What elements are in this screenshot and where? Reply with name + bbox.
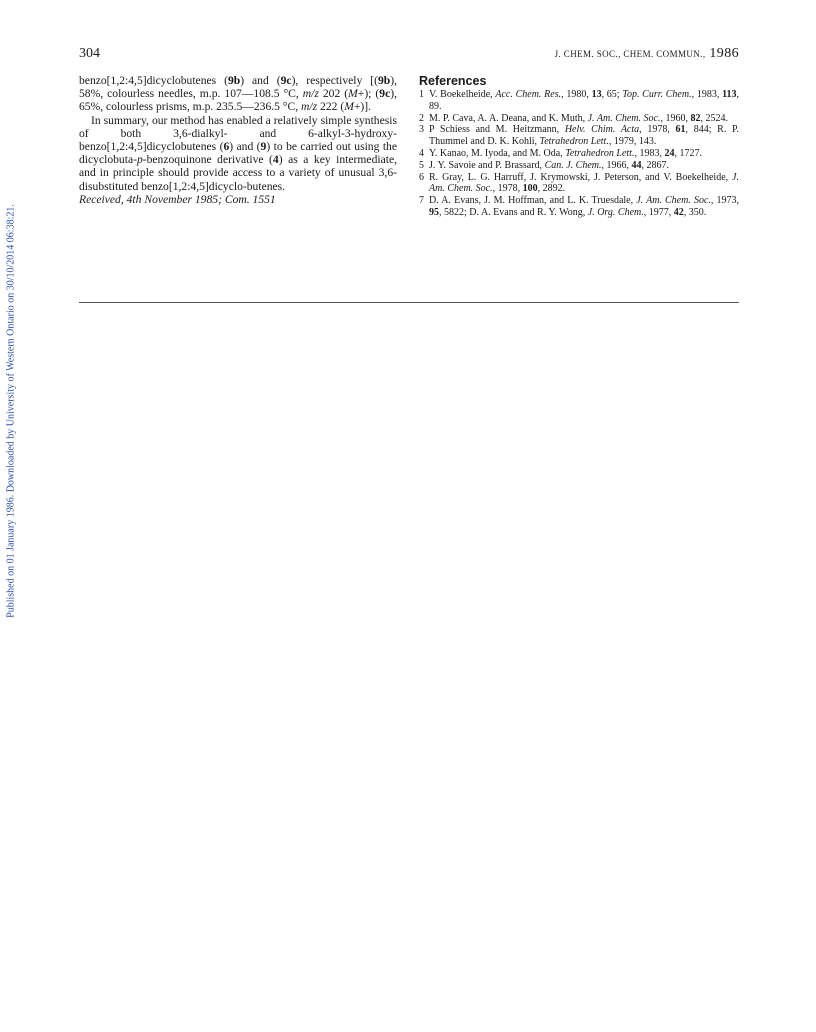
italic-text: m/z: [301, 100, 318, 114]
compound-ref: 24: [664, 147, 675, 159]
italic-text: m/z: [302, 87, 319, 101]
compound-ref: 9b: [227, 74, 241, 87]
compound-ref: 6: [223, 140, 230, 154]
reference-item: 2 M. P. Cava, A. A. Deana, and K. Muth, J. Am. Chem. Soc., 1960, 82, 2524.: [419, 112, 728, 124]
compound-ref: 44: [631, 159, 642, 171]
italic-text: Top. Curr. Chem.: [622, 89, 692, 100]
italic-text: Helv. Chim. Acta: [564, 124, 640, 136]
compound-ref: 82: [690, 112, 701, 124]
italic-text: Tetrahedron Lett.: [539, 136, 609, 148]
compound-ref: 4: [272, 153, 279, 167]
compound-ref: 9: [260, 140, 267, 154]
compound-ref: 9c: [379, 87, 391, 101]
italic-text: J. Am. Chem. Soc.: [587, 112, 661, 124]
reference-item: 3 P Schiess and M. Heitzmann, Helv. Chim. Acta, 1978, 61, 844; R. P. Thummel and D. K. Kohli, Tetrahedron Lett., 1979, 143.: [419, 124, 739, 148]
page-header: [79, 46, 739, 66]
received-line: Received, 4th November 1985; Com. 1551: [79, 192, 276, 206]
compound-ref: 13: [591, 89, 602, 100]
compound-ref: 42: [673, 206, 684, 218]
page-number: 304: [79, 46, 100, 61]
compound-ref: 100: [522, 183, 538, 195]
journal-title: J. CHEM. SOC., CHEM. COMMUN.,: [554, 49, 706, 59]
body-paragraph-2: In summary, our method has enabled a relatively simple synthesis of both 3,6-dialkyl- and 6-alkyl-3-hydroxy-benzo[1,2:4,5]dicyclobutenes (6) and (9) to be carried out using the dicyclobuta-p-benzoquinone derivative (4) as a key intermediate, and in principle should provide access to a variety of unusual 3,6-disubstituted benzo[1,2:4,5]dicyclo-butenes.: [79, 113, 397, 193]
reference-number: 2: [419, 112, 424, 124]
compound-ref: 61: [675, 124, 686, 136]
compound-ref: 9b: [377, 74, 391, 87]
reference-number: 6: [419, 171, 424, 183]
italic-text: Tetrahedron Lett.: [565, 147, 635, 159]
reference-number: 5: [419, 159, 424, 171]
reference-item: 1 V. Boekelheide, Acc. Chem. Res., 1980, 13, 65; Top. Curr. Chem., 1983, 113, 89.: [419, 89, 740, 112]
references-section: [419, 74, 739, 219]
reference-item: 7 D. A. Evans, J. M. Hoffman, and L. K. Truesdale, J. Am. Chem. Soc., 1973, 95, 5822; D. A. Evans and R. Y. Wong, J. Org. Chem., 1977, 42, 350.: [419, 195, 739, 218]
italic-text: J. Am. Chem. Soc.: [429, 171, 739, 195]
italic-text: J. Org. Chem.: [587, 206, 644, 218]
italic-text: M: [348, 87, 358, 101]
reference-number: 3: [419, 124, 424, 136]
italic-text: Acc. Chem. Res.: [495, 89, 562, 100]
reference-item: 4 Y. Kanao, M. Iyoda, and M. Oda, Tetrahedron Lett., 1983, 24, 1727.: [419, 147, 702, 159]
italic-text: p: [136, 153, 143, 167]
body-column: [79, 74, 397, 206]
journal-year: 1986: [709, 46, 739, 61]
references-heading: References: [419, 74, 487, 88]
download-watermark-text: Published on 01 January 1986. Downloaded by University of Western Ontario on 30/10/2014 06:38:21.: [5, 204, 17, 618]
reference-number: 1: [419, 89, 424, 100]
italic-text: Can. J. Chem.: [544, 159, 602, 171]
footer-rule: [79, 302, 739, 303]
journal-running-head: [555, 46, 739, 62]
references-list: [419, 89, 739, 219]
compound-ref: 113: [722, 89, 737, 100]
download-watermark: [3, 186, 19, 636]
italic-text: M: [344, 100, 354, 114]
reference-number: 4: [419, 147, 424, 159]
compound-ref: 9c: [280, 74, 292, 87]
italic-text: J. Am. Chem. Soc.: [636, 195, 711, 207]
reference-number: 7: [419, 195, 424, 207]
body-paragraph-1: benzo[1,2:4,5]dicyclobutenes (9b) and (9c), respectively [(9b), 58%, colourless needles, m.p. 107—108.5 °C, m/z 202 (M+); (9c), 65%, colourless prisms, m.p. 235.5—236.5 °C, m/z 222 (M+)].: [79, 74, 397, 114]
compound-ref: 95: [429, 206, 439, 218]
reference-item: 6 R. Gray, L. G. Harruff, J. Krymowski, J. Peterson, and V. Boekelheide, J. Am. Chem. Soc., 1978, 100, 2892.: [419, 171, 739, 195]
reference-item: 5 J. Y. Savoie and P. Brassard, Can. J. Chem., 1966, 44, 2867.: [419, 159, 670, 171]
